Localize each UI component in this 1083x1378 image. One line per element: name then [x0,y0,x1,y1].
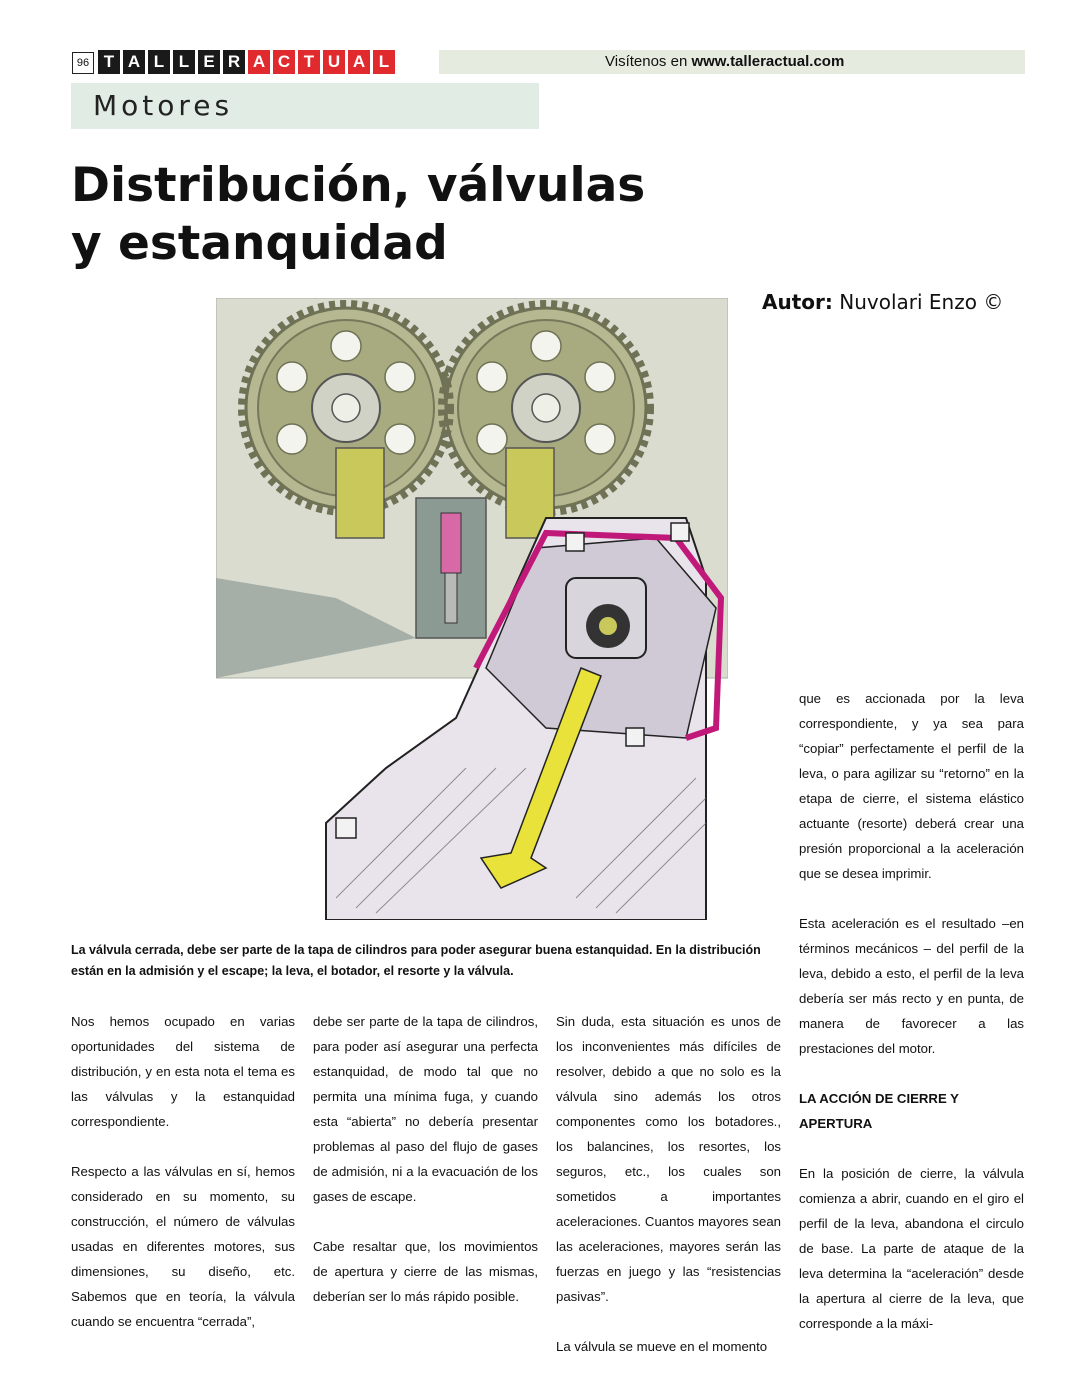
subheading: LA ACCIÓN DE CIERRE Y APERTURA [799,1091,959,1131]
paragraph: Nos hemos ocupado en varias oportunidades del sistema de distribución, y en esta nota el tema es las válvulas y la estanquidad correspondiente. [71,1014,295,1129]
website-link[interactable]: www.talleractual.com [691,53,845,70]
paragraph: debe ser parte de la tapa de cilindros, para poder así asegurar una perfecta estanquidad, de modo tal que no permita una mínima fuga, y cuando esta “abierta” no debería presentar problemas al paso del flujo de gases de admisión, ni a la evacuación de los gases de escape. [313,1014,538,1204]
author-name: Nuvolari Enzo © [839,290,1004,314]
visit-text: Visítenos en [605,53,688,70]
paragraph: Respecto a las válvulas en sí, hemos considerado en su momento, su construcción, el número de válvulas usadas en diferentes motores, sus dimensiones, su diseño, etc. Sabemos que en teoría, la válvula cuando se encuentra “cerrada”, [71,1164,295,1329]
paragraph: que es accionada por la leva correspondiente, y ya sea para “copiar” perfectamente el perfil de la leva, o para agilizar su “retorno” en la etapa de cierre, el sistema elástico actuante (resorte) deberá crear una presión proporcional a la aceleración que se desea imprimir. [799,691,1024,881]
engine-cutaway-illustration [216,298,728,920]
logo-letter: L [148,50,170,74]
title-line-1: Distribución, válvulas [71,158,646,213]
logo-letter: A [123,50,145,74]
logo-letter: A [248,50,270,74]
text-column-3 [556,1009,781,1359]
logo-letter: A [348,50,370,74]
title-line-2: y estanquidad [71,216,448,271]
paragraph: En la posición de cierre, la válvula comienza a abrir, cuando en el giro el perfil de la leva, abandona el circulo de base. La parte de ataque de la leva determina la “aceleración” desde la apertura al cierre de la leva, que corresponde a la máxi- [799,1166,1024,1331]
paragraph: Esta aceleración es el resultado –en términos mecánicos – del perfil de la leva, debido a esto, el perfil de la leva debería ser más recto y en punta, de manera de favorecer a las prestaciones del motor. [799,916,1024,1056]
logo-letter: U [323,50,345,74]
text-column-2 [313,1009,538,1309]
article-title [71,157,771,273]
page-number: 96 [72,52,94,74]
logo-letter: L [373,50,395,74]
logo-letter: C [273,50,295,74]
logo-letter: R [223,50,245,74]
paragraph: Cabe resaltar que, los movimientos de apertura y cierre de las mismas, deberían ser lo más rápido posible. [313,1239,538,1304]
author-label: Autor: [762,290,833,314]
paragraph: Sin duda, esta situación es unos de los inconvenientes más difíciles de resolver, debido a que no solo es la válvula sino además los otros componentes como los botadores., los balancines, los resortes, los seguros, etc., los cuales son sometidos a importantes aceleraciones. Cuantos mayores sean las aceleraciones, mayores serán las fuerzas en juego y las “resistencias pasivas”. [556,1014,781,1304]
paragraph: La válvula se mueve en el momento [556,1339,768,1354]
section-label: Motores [93,89,234,122]
website-banner [439,50,1025,74]
section-banner [71,83,539,129]
author-credit [762,290,1003,314]
figure-caption: La válvula cerrada, debe ser parte de la tapa de cilindros para poder asegurar buena estanquidad. En la distribución están en la admisión y el escape; la leva, el botador, el resorte y la válvula. [71,943,761,978]
logo-letter: T [298,50,320,74]
logo-letter: E [198,50,220,74]
text-column-1 [71,1009,295,1334]
logo-letter: T [98,50,120,74]
logo-letter: L [173,50,195,74]
magazine-logo [98,50,395,74]
text-column-4 [799,686,1024,1336]
